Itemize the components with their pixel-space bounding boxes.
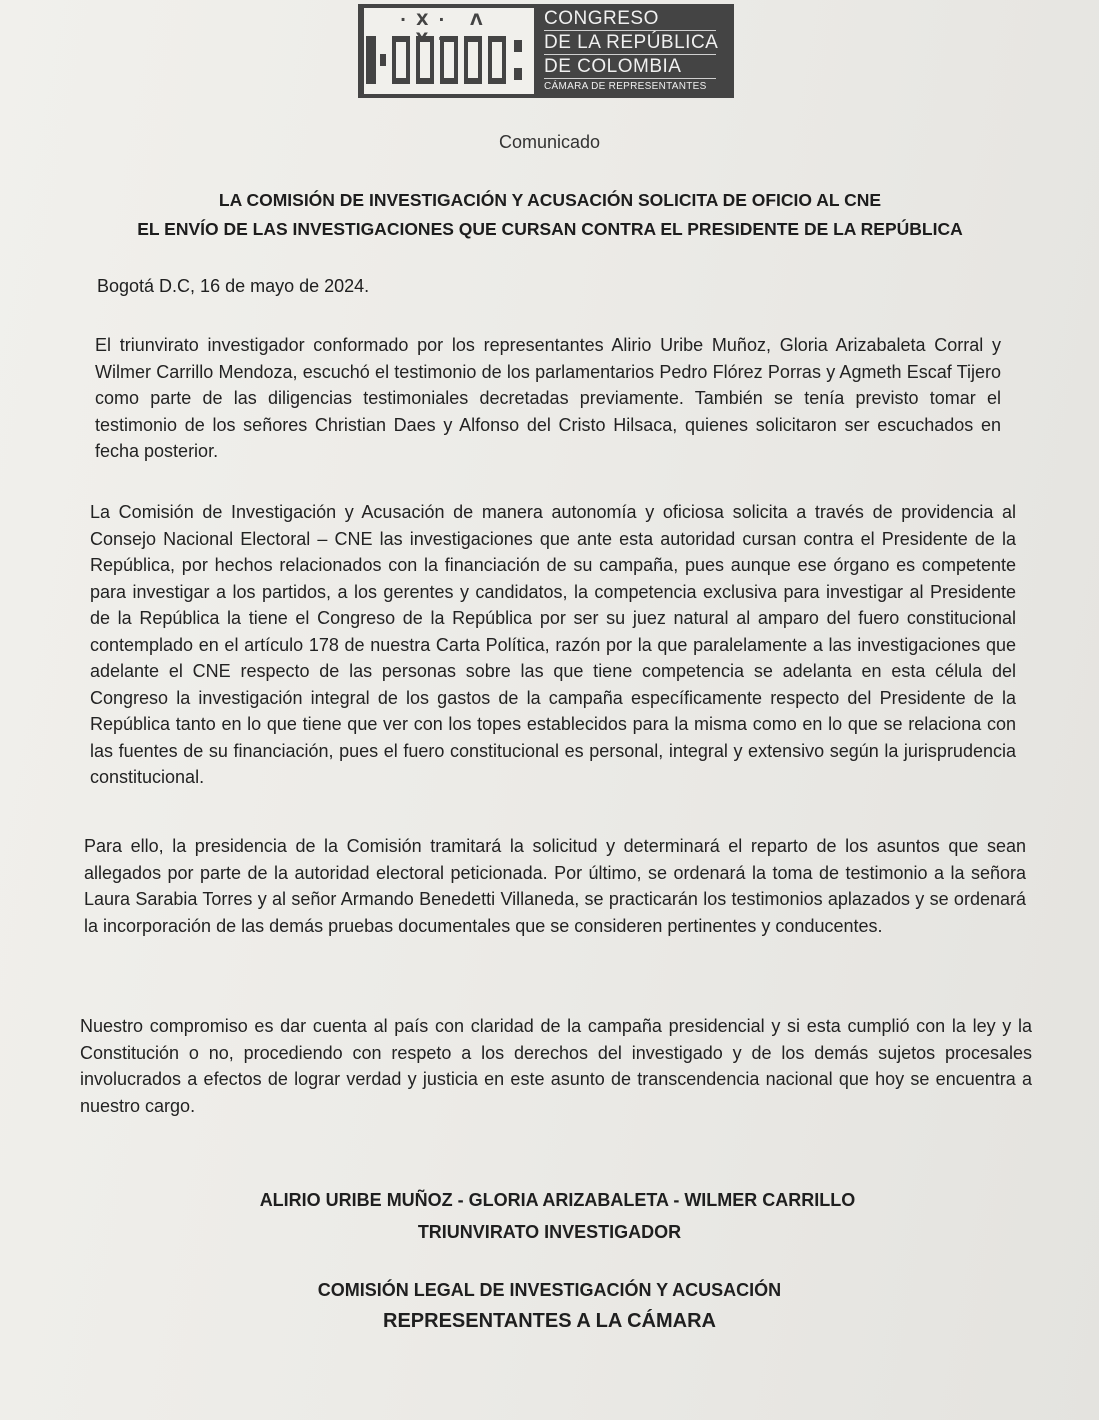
signature-names: ALIRIO URIBE MUÑOZ - GLORIA ARIZABALETA - WILMER CARRILLO bbox=[259, 1190, 856, 1210]
logo-line1: CONGRESO bbox=[544, 8, 659, 29]
logo-wordmark bbox=[544, 8, 718, 92]
signature-role: TRIUNVIRATO INVESTIGADOR bbox=[417, 1222, 682, 1242]
signature-commission: COMISIÓN LEGAL DE INVESTIGACIÓN Y ACUSACIÓN bbox=[317, 1280, 782, 1300]
logo-line3: DE COLOMBIA bbox=[544, 56, 682, 77]
document-date: Bogotá D.C, 16 de mayo de 2024. bbox=[97, 276, 370, 296]
logo-line2: DE LA REPÚBLICA bbox=[544, 32, 719, 53]
signature-chamber: REPRESENTANTES A LA CÁMARA bbox=[383, 1310, 716, 1332]
congress-columns-icon: ·ꓫ· ꓥ bbox=[364, 8, 534, 94]
logo-line4: CÁMARA DE REPRESENTANTES bbox=[544, 81, 707, 92]
document-title bbox=[60, 186, 1040, 244]
congress-logo bbox=[358, 4, 734, 98]
paragraph-2: La Comisión de Investigación y Acusación de manera autonomía y oficiosa solicita a través de providencia al Consejo Nacional Electoral – CNE las investigaciones que ante esta autoridad cursan contra el Presidente de la República, por hechos relacionados con la financiación de su campaña, pues aunque ese órgano es competente para investigar a los partidos, a los gerentes y candidatos, la competencia exclusiva para investigar al Presidente de la República la tiene el Congreso de la República por ser su juez natural al amparo del fuero constitucional contemplado en el artículo 178 de nuestra Carta Política, razón por la que paralelamente a las investigaciones que adelante el CNE respecto de las personas sobre las que tiene competencia se adelanta en esta célula del Congreso la investigación integral de los gastos de la campaña específicamente respecto del Presidente de la República tanto en lo que tiene que ver con los topes establecidos para la misma como en lo que se relaciona con las fuentes de su financiación, pues el fuero constitucional es personal, integral y extensivo según la jurisprudencia constitucional. bbox=[90, 502, 1016, 787]
title-line1: LA COMISIÓN DE INVESTIGACIÓN Y ACUSACIÓN SOLICITA DE OFICIO AL CNE bbox=[218, 190, 882, 210]
title-line2: EL ENVÍO DE LAS INVESTIGACIONES QUE CURSAN CONTRA EL PRESIDENTE DE LA REPÚBLICA bbox=[137, 219, 963, 239]
paragraph-3: Para ello, la presidencia de la Comisión tramitará la solicitud y determinará el reparto de los asuntos que sean allegados por parte de la autoridad electoral peticionada. Por último, se ordenará la toma de testimonio a la señora Laura Sarabia Torres y al señor Armando Benedetti Villaneda, se practicarán los testimonios aplazados y se ordenará la incorporación de las demás pruebas documentales que se consideren pertinentes y conducentes. bbox=[84, 836, 1026, 936]
document-type: Comunicado bbox=[498, 132, 601, 152]
paragraph-4: Nuestro compromiso es dar cuenta al país con claridad de la campaña presidencial y si esta cumplió con la ley y la Constitución o no, procediendo con respeto a los derechos del investigado y de los demás sujetos procesales involucrados a efectos de lograr verdad y justicia en este asunto de transcendencia nacional que hoy se encuentra a nuestro cargo. bbox=[80, 1016, 1032, 1116]
paragraph-1: El triunvirato investigador conformado por los representantes Alirio Uribe Muñoz, Gloria Arizabaleta Corral y Wilmer Carrillo Mendoza, escuchó el testimonio de los parlamentarios Pedro Flórez Porras y Agmeth Escaf Tijero como parte de las diligencias testimoniales decretadas previamente. También se tenía previsto tomar el testimonio de los señores Christian Daes y Alfonso del Cristo Hilsaca, quienes solicitaron ser escuchados en fecha posterior. bbox=[95, 335, 1001, 461]
